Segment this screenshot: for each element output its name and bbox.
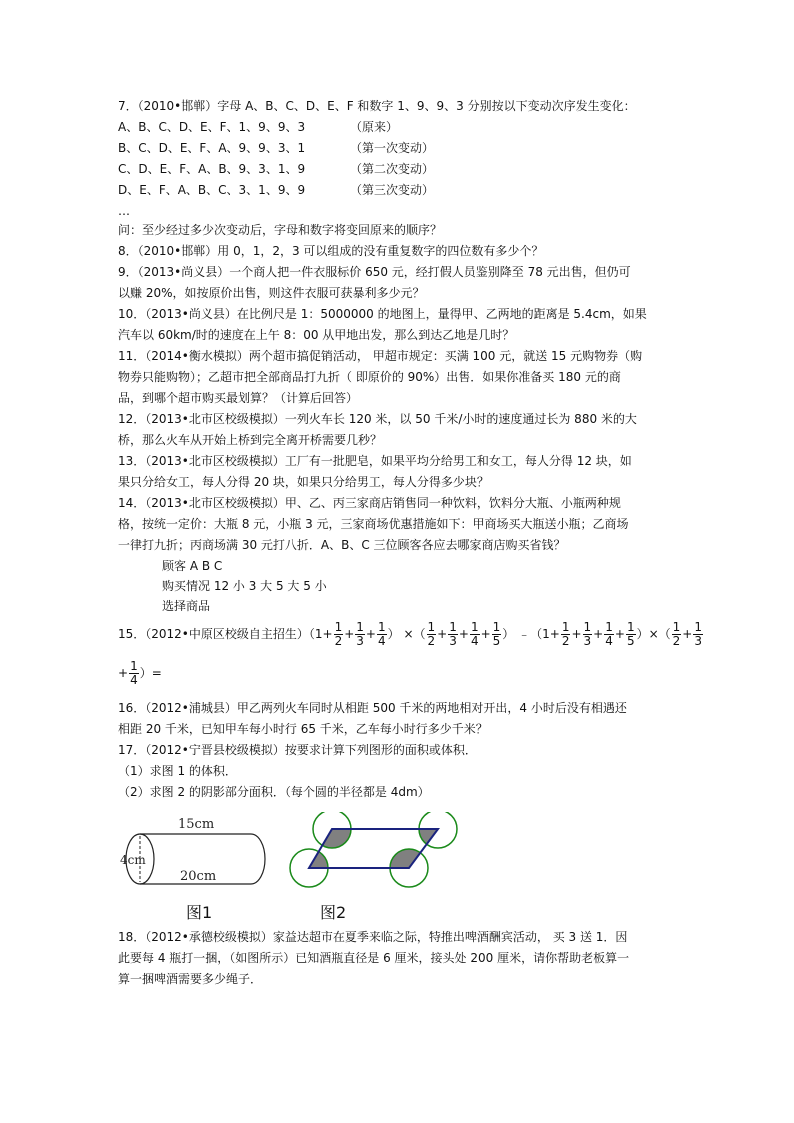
q7-row-2: C、D、E、F、A、B、9、3、1、9 （第二次变动） [118, 162, 435, 176]
parallelogram [309, 829, 438, 868]
q7-row-0: A、B、C、D、E、F、1、9、9、3 （原来） [118, 120, 399, 134]
q17-line-3: （2）求图 2 的阴影部分面积．（每个圆的半径都是 4dm） [118, 785, 430, 799]
fraction: $\frac{1}{3}$ [356, 620, 364, 648]
q9-line-2: 以赚 20%，如按原价出售，则这件衣服可获暴利多少元？ [118, 286, 425, 300]
fraction: $\frac{1}{2}$ [561, 620, 570, 648]
q10-line-2: 汽车以 60km/时的速度在上午 8：00 从甲地出发，那么到达乙地是几时？ [118, 328, 515, 342]
q7-title: 7．（2010•邯郸）字母 A、B、C、D、E、F 和数字 1、9、9、3 分别按以下变动次序发生变化： [118, 99, 636, 113]
fraction: $\frac{1}{3}$ [449, 620, 457, 648]
fig1-bottom-label: 20cm [180, 869, 217, 884]
fig1-left-label: 4cm [120, 853, 146, 867]
fraction: $\frac{1}{3}$ [583, 620, 592, 648]
q7-row-3: D、E、F、A、B、C、3、1、9、9 （第三次变动） [118, 183, 435, 197]
q7-question: 问：至少经过多少次变动后，字母和数字将变回原来的顺序？ [118, 223, 443, 237]
q10-line-1: 10．（2013•尚义县）在比例尺是 1：5000000 的地图上，量得甲、乙两地的距离是 5.4cm，如果 [118, 307, 647, 321]
q8-text: 8．（2010•邯郸）用 0，1，2，3 可以组成的没有重复数字的四位数有多少个？ [118, 244, 544, 258]
fraction: $\frac{1}{2}$ [334, 620, 343, 648]
q7-row-1: B、C、D、E、F、A、9、9、3、1 （第一次变动） [118, 141, 435, 155]
q18-line-1: 18．（2012•承德校级模拟）家益达超市在夏季来临之际，特推出啤酒酬宾活动， 买 3 送 1．因 [118, 930, 628, 944]
q7-ellipsis: … [118, 204, 130, 218]
fig1-top-label: 15cm [178, 817, 215, 832]
fraction: $\frac{1}{4}$ [377, 620, 386, 648]
q18-line-3: 算一捆啤酒需要多少绳子． [118, 972, 263, 986]
q14-table-row-1: 顾客 A B C [162, 559, 223, 573]
figure-1-cylinder [118, 808, 278, 898]
q12-line-1: 12．（2013•北市区校级模拟）一列火车长 120 米，以 50 千米/小时的速度通过长为 880 米的大 [118, 412, 637, 426]
q16-line-1: 16．（2012•浦城县）甲乙两列火车同时从相距 500 千米的两地相对开出，4 小时后没有相遇还 [118, 701, 627, 715]
q9-line-1: 9．（2013•尚义县）一个商人把一件衣服标价 650 元，经打假人员鉴别降至 78 元出售，但仍可 [118, 265, 631, 279]
q14-line-1: 14．（2013•北市区校级模拟）甲、乙、丙三家商店销售同一种饮料，饮料分大瓶、小瓶两种规 [118, 496, 621, 510]
q17-line-1: 17．（2012•宁晋县校级模拟）按要求计算下列图形的面积或体积． [118, 743, 477, 757]
fraction: $\frac{1}{4}$ [470, 620, 479, 648]
q15-expression-cont: + $\frac{1}{4}$ ）= [118, 659, 162, 687]
figure-1-caption: 图1 [186, 903, 213, 922]
q16-line-2: 相距 20 千米，已知甲车每小时行 65 千米，乙车每小时行多少千米？ [118, 722, 488, 736]
q13-line-1: 13．（2013•北市区校级模拟）工厂有一批肥皂，如果平均分给男工和女工，每人分得 12 块，如 [118, 454, 632, 468]
q13-line-2: 果只分给女工，每人分得 20 块，如果只分给男工，每人分得多少块？ [118, 475, 489, 489]
q11-line-2: 物券只能购物）；乙超市把全部商品打九折（ 即原价的 90%）出售．如果你准备买 180 元的商 [118, 370, 621, 384]
q14-line-3: 一律打九折；丙商场满 30 元打八折．A、B、C 三位顾客各应去哪家商店购买省钱？ [118, 538, 566, 552]
fraction: $\frac{1}{4}$ [605, 620, 613, 648]
fraction: $\frac{1}{4}$ [130, 659, 138, 687]
q18-line-2: 此要每 4 瓶打一捆，（如图所示）已知酒瓶直径是 6 厘米，接头处 200 厘米，请你帮助老板算一 [118, 951, 630, 965]
q17-line-2: （1）求图 1 的体积． [118, 764, 237, 778]
q14-table-row-2: 购买情况 12 小 3 大 5 大 5 小 [162, 579, 327, 593]
q15-expression: 15．（2012•中原区校级自主招生）（1+ $\frac{1}{2}$ + $\frac{1}{3}$ + $\frac{1}{4}$ ） ×（ $\frac{1}{2}$ + $\frac{1}{3}$ + $\frac{1}{4}$ + $\frac{1}{5}$ ） ﹣（1+ $\frac{1}{2}$ + $\frac{1}{3}$ + $\frac{1}{4}$ + $\frac{1}{5}$ ）×（ $\frac{1}{2}$ + $\frac{1}{3}$ [118, 620, 702, 648]
q12-line-2: 桥，那么火车从开始上桥到完全离开桥需要几秒？ [118, 433, 383, 447]
q14-table-row-3: 选择商品 [162, 599, 211, 613]
fraction: $\frac{1}{5}$ [626, 620, 635, 648]
q14-line-2: 格，按统一定价：大瓶 8 元，小瓶 3 元，三家商场优惠措施如下：甲商场买大瓶送小瓶；乙商场 [118, 517, 629, 531]
fraction: $\frac{1}{2}$ [672, 620, 681, 648]
fraction: $\frac{1}{2}$ [427, 620, 436, 648]
fraction: $\frac{1}{3}$ [694, 620, 702, 648]
figure-2-parallelogram [284, 812, 468, 888]
fraction: $\frac{1}{5}$ [492, 620, 501, 648]
q11-line-1: 11．（2014•衡水模拟）两个超市搞促销活动， 甲超市规定：买满 100 元，就送 15 元购物券（购 [118, 349, 643, 363]
q11-line-3: 品，到哪个超市购买最划算？（计算后回答） [118, 391, 359, 405]
figure-2-caption: 图2 [320, 903, 347, 922]
